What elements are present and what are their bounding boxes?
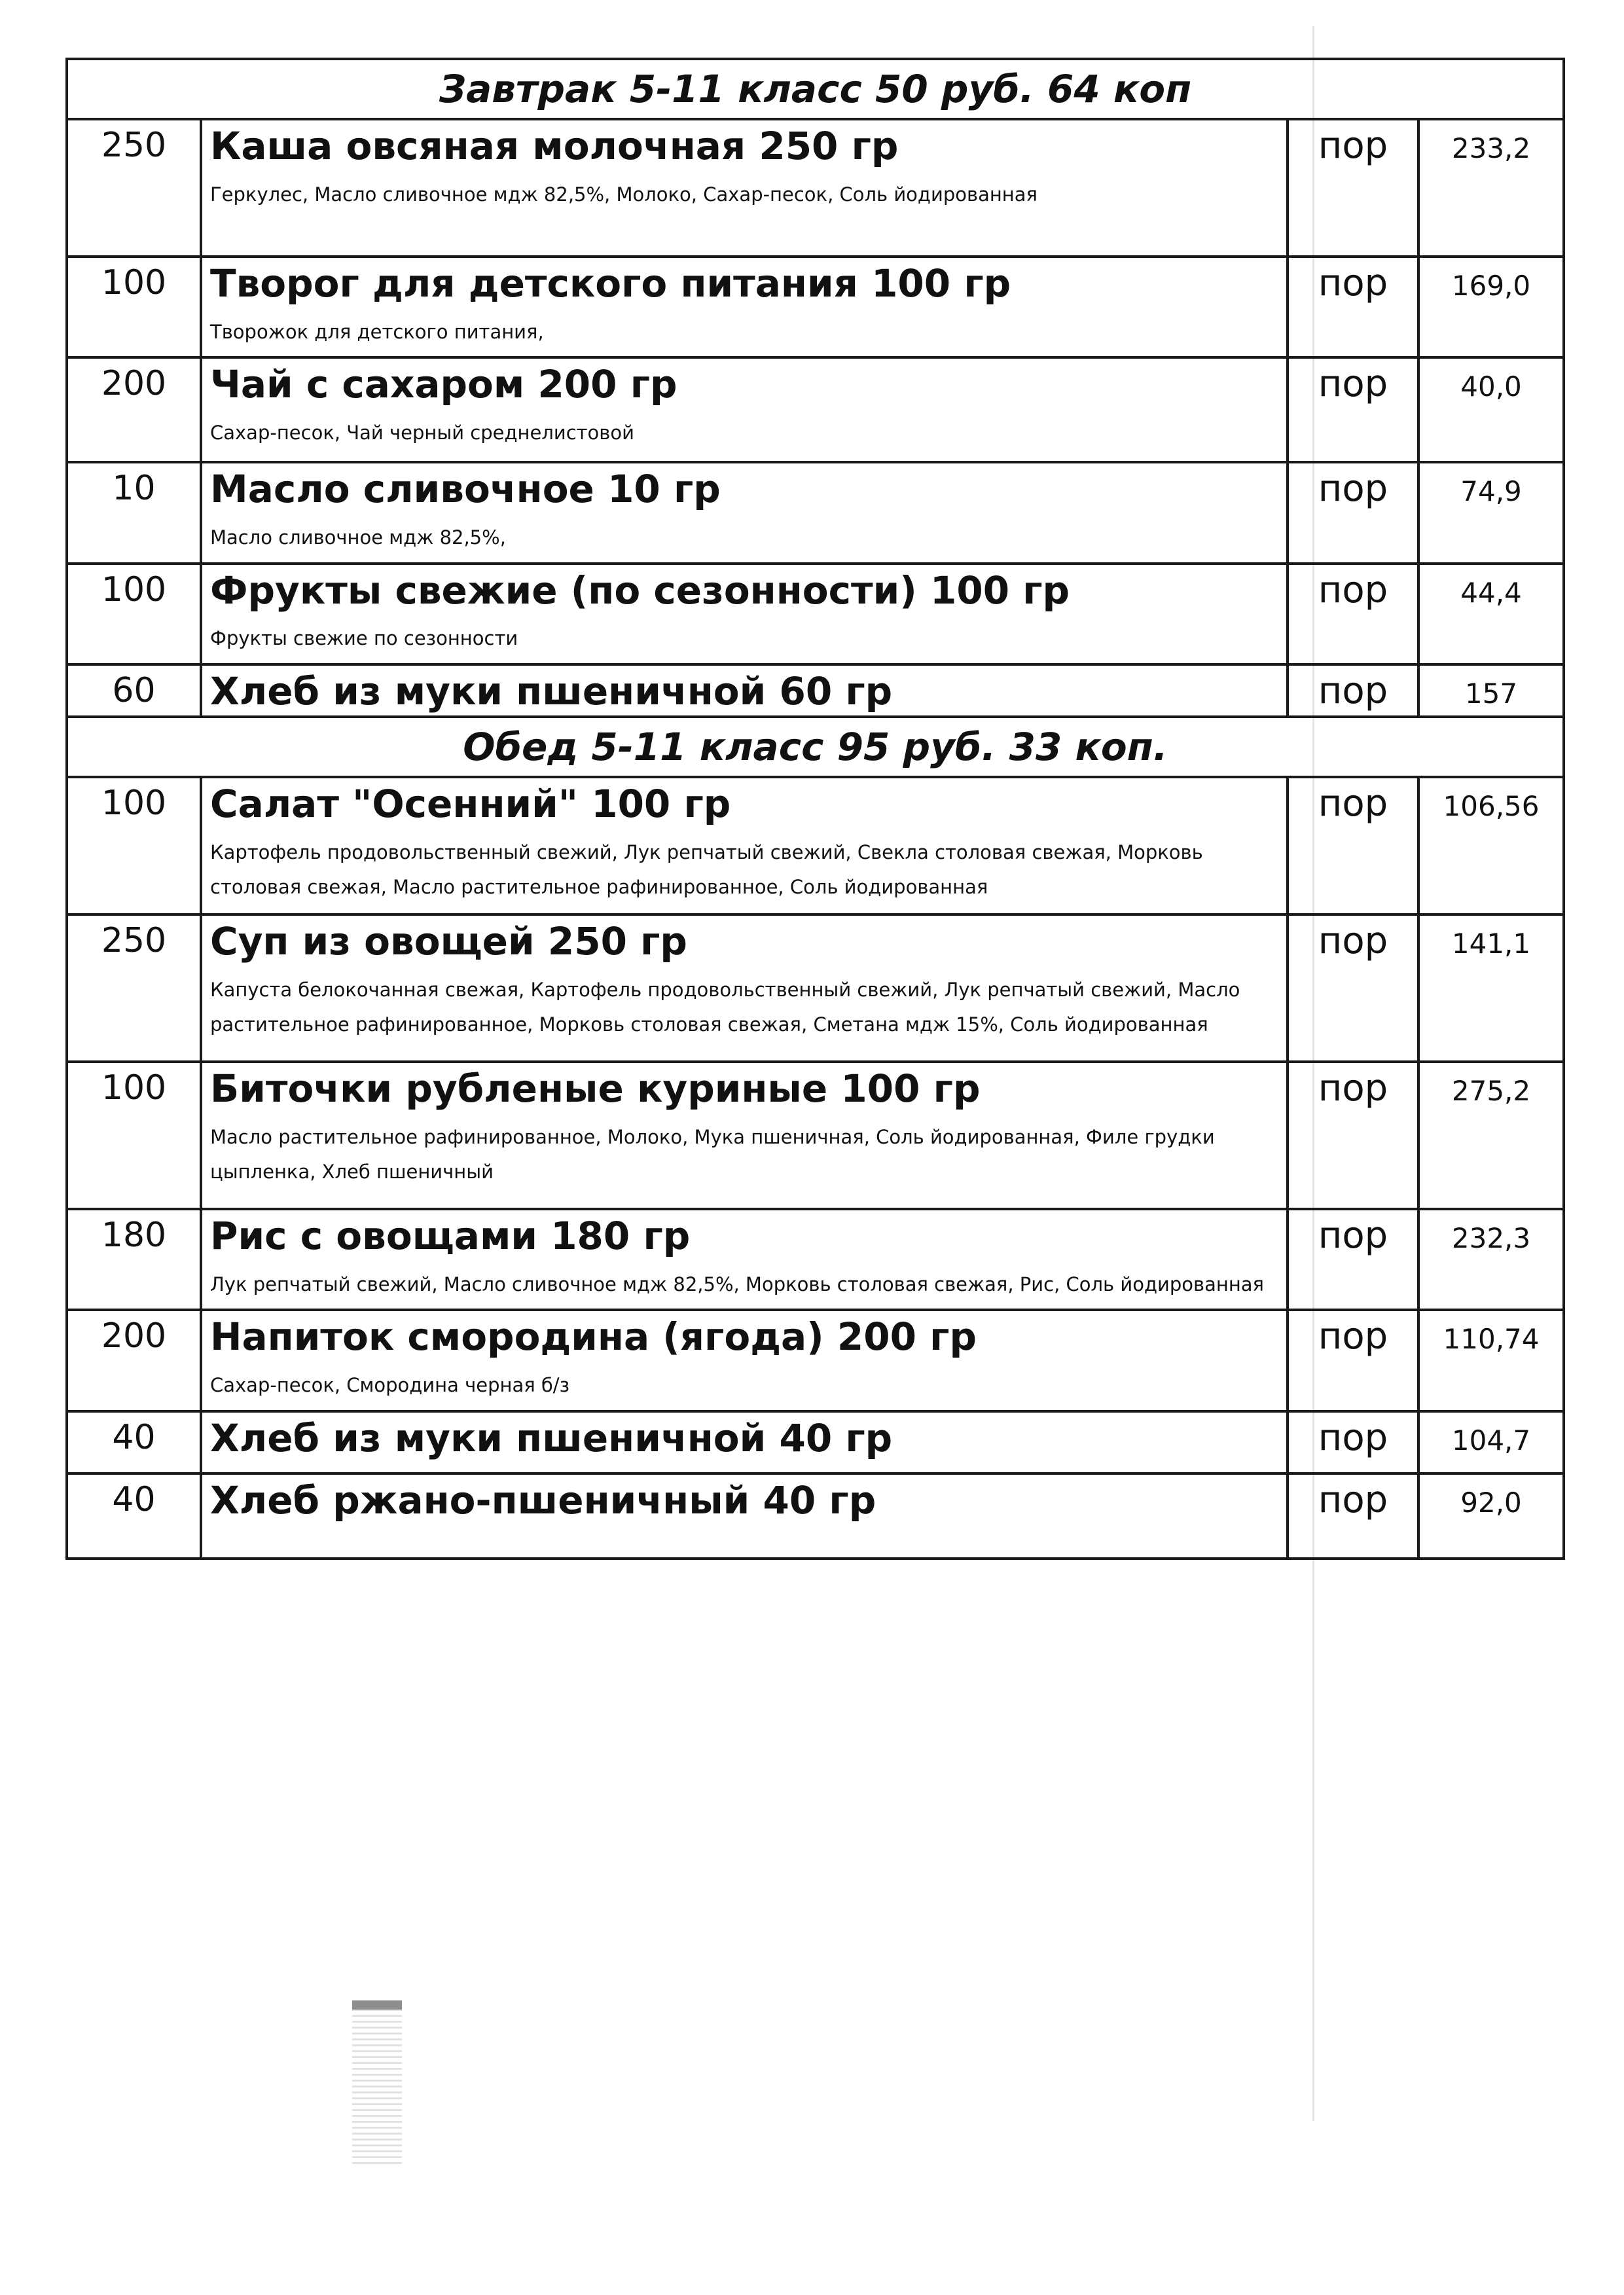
section-title: Обед 5-11 класс 95 руб. 33 коп. (67, 717, 1564, 777)
item-price: 92,0 (1418, 1473, 1564, 1559)
item-description-cell (201, 1062, 1288, 1209)
menu-item-row (67, 1473, 1564, 1559)
item-description-cell (201, 664, 1288, 717)
item-name: Биточки рубленые куриные 100 гр (210, 1066, 981, 1111)
item-description-cell (201, 1209, 1288, 1310)
item-ingredients: Творожок для детского питания, (210, 320, 544, 343)
item-name: Масло сливочное 10 гр (210, 467, 721, 512)
item-price: 157 (1418, 664, 1564, 717)
menu-item-row (67, 357, 1564, 462)
item-name: Творог для детского питания 100 гр (210, 261, 1011, 306)
item-unit: пор (1288, 462, 1418, 563)
menu-item-row (67, 119, 1564, 257)
item-price: 40,0 (1418, 357, 1564, 462)
menu-item-row (67, 1411, 1564, 1473)
item-quantity: 40 (67, 1473, 201, 1559)
item-name: Фрукты свежие (по сезонности) 100 гр (210, 568, 1070, 613)
item-description-cell (201, 257, 1288, 357)
item-quantity: 100 (67, 1062, 201, 1209)
menu-item-row (67, 777, 1564, 914)
item-unit: пор (1288, 564, 1418, 664)
item-ingredients: Геркулес, Масло сливочное мдж 82,5%, Молоко, Сахар-песок, Соль йодированная (210, 183, 1038, 206)
item-unit: пор (1288, 914, 1418, 1062)
item-quantity: 200 (67, 357, 201, 462)
item-price: 233,2 (1418, 119, 1564, 257)
item-quantity: 100 (67, 564, 201, 664)
menu-item-row (67, 1209, 1564, 1310)
menu-item-row (67, 664, 1564, 717)
item-price: 110,74 (1418, 1310, 1564, 1411)
item-description-cell (201, 777, 1288, 914)
item-price: 169,0 (1418, 257, 1564, 357)
item-name: Рис с овощами 180 гр (210, 1213, 691, 1258)
item-unit: пор (1288, 119, 1418, 257)
section-header-row (67, 59, 1564, 119)
item-price: 44,4 (1418, 564, 1564, 664)
item-description-cell (201, 1310, 1288, 1411)
item-name: Хлеб из муки пшеничной 60 гр (210, 668, 893, 714)
item-quantity: 10 (67, 462, 201, 563)
item-name: Чай с сахаром 200 гр (210, 362, 677, 407)
menu-item-row (67, 1310, 1564, 1411)
item-description-cell (201, 1411, 1288, 1473)
item-unit: пор (1288, 1411, 1418, 1473)
item-unit: пор (1288, 1209, 1418, 1310)
item-price: 275,2 (1418, 1062, 1564, 1209)
item-price: 104,7 (1418, 1411, 1564, 1473)
item-unit: пор (1288, 1473, 1418, 1559)
item-ingredients: Капуста белокочанная свежая, Картофель продовольственный свежий, Лук репчатый свежий, Масло растительное рафинированное, Морковь столовая свежая, Сметана мдж 15%, Соль йодированная (210, 978, 1240, 1036)
item-description-cell (201, 357, 1288, 462)
item-unit: пор (1288, 664, 1418, 717)
menu-item-row (67, 462, 1564, 563)
item-name: Хлеб ржано-пшеничный 40 гр (210, 1477, 876, 1523)
item-description-cell (201, 1473, 1288, 1559)
scan-artifact-marks (352, 2000, 402, 2164)
item-description-cell (201, 914, 1288, 1062)
item-ingredients: Масло сливочное мдж 82,5%, (210, 526, 506, 549)
item-quantity: 60 (67, 664, 201, 717)
item-unit: пор (1288, 257, 1418, 357)
item-unit: пор (1288, 777, 1418, 914)
menu-item-row (67, 257, 1564, 357)
item-description-cell (201, 462, 1288, 563)
item-ingredients: Картофель продовольственный свежий, Лук репчатый свежий, Свекла столовая свежая, Морковь столовая свежая, Масло растительное рафинированное, Соль йодированная (210, 840, 1203, 899)
menu-item-row (67, 564, 1564, 664)
item-unit: пор (1288, 357, 1418, 462)
item-quantity: 100 (67, 777, 201, 914)
item-ingredients: Сахар-песок, Чай черный среднелистовой (210, 422, 634, 444)
item-quantity: 100 (67, 257, 201, 357)
item-description-cell (201, 564, 1288, 664)
menu-table (65, 58, 1565, 1560)
item-price: 106,56 (1418, 777, 1564, 914)
item-ingredients: Сахар-песок, Смородина черная б/з (210, 1374, 569, 1396)
item-name: Суп из овощей 250 гр (210, 918, 687, 964)
section-header-row (67, 717, 1564, 777)
item-ingredients: Фрукты свежие по сезонности (210, 627, 518, 650)
item-unit: пор (1288, 1310, 1418, 1411)
item-ingredients: Масло растительное рафинированное, Молоко, Мука пшеничная, Соль йодированная, Филе грудки цыпленка, Хлеб пшеничный (210, 1125, 1215, 1184)
menu-item-row (67, 1062, 1564, 1209)
item-name: Каша овсяная молочная 250 гр (210, 124, 899, 168)
item-price: 232,3 (1418, 1209, 1564, 1310)
item-quantity: 250 (67, 914, 201, 1062)
item-quantity: 40 (67, 1411, 201, 1473)
item-price: 74,9 (1418, 462, 1564, 563)
section-title: Завтрак 5-11 класс 50 руб. 64 коп (67, 59, 1564, 119)
item-price: 141,1 (1418, 914, 1564, 1062)
item-quantity: 180 (67, 1209, 201, 1310)
item-unit: пор (1288, 1062, 1418, 1209)
item-quantity: 200 (67, 1310, 201, 1411)
item-name: Салат "Осенний" 100 гр (210, 781, 731, 826)
item-name: Напиток смородина (ягода) 200 гр (210, 1314, 977, 1360)
menu-item-row (67, 914, 1564, 1062)
item-description-cell (201, 119, 1288, 257)
item-ingredients: Лук репчатый свежий, Масло сливочное мдж 82,5%, Морковь столовая свежая, Рис, Соль йодированная (210, 1273, 1264, 1295)
item-name: Хлеб из муки пшеничной 40 гр (210, 1415, 893, 1460)
item-quantity: 250 (67, 119, 201, 257)
